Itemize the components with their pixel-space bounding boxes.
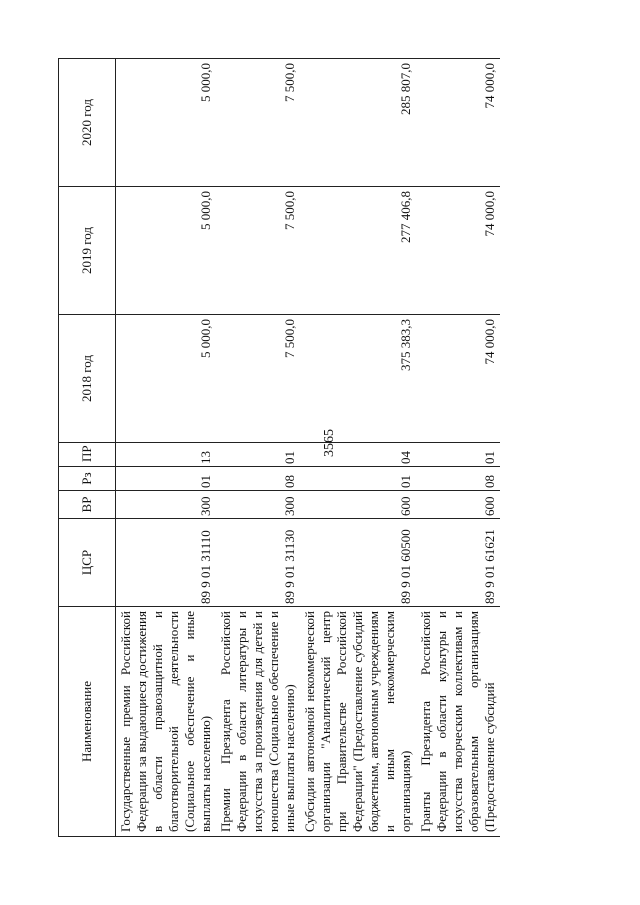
row-rz: 08 xyxy=(416,467,500,491)
row-2019: 74 000,0 xyxy=(416,187,500,315)
row-rz: 08 xyxy=(216,467,300,491)
row-2019: 5 000,0 xyxy=(116,187,217,315)
row-vr: 300 xyxy=(116,491,217,519)
row-vr: 300 xyxy=(216,491,300,519)
row-csr: 89 9 01 60500 xyxy=(300,519,416,607)
row-vr: 600 xyxy=(300,491,416,519)
row-csr: 89 9 01 31130 xyxy=(216,519,300,607)
row-pr: 04 xyxy=(300,443,416,467)
row-2020: 74 000,0 xyxy=(416,59,500,187)
header-vr: ВР xyxy=(59,491,116,519)
row-2019: 7 500,0 xyxy=(216,187,300,315)
row-vr: 600 xyxy=(416,491,500,519)
row-name: Премии Президента Российской Федерации в области литературы и искусства за произведения для детей и юношества (Социальное обеспечение и иные выплаты населению) xyxy=(216,607,300,837)
table-row xyxy=(216,59,300,837)
row-2018: 7 500,0 xyxy=(216,315,300,443)
row-name: Государственные премии Российской Федерации за выдающиеся достижения в области правозащитной и благотворительной деятельности (Социальное обеспечение и иные выплаты населению) xyxy=(116,607,217,837)
row-name: Субсидии автономной некоммерческой организации "Аналитический центр при Правительстве Российской Федерации" (Предоставление субсидий бюджетным, автономным учреждениям и иным некоммерческим организациям) xyxy=(300,607,416,837)
header-2018: 2018 год xyxy=(59,315,116,443)
row-2020: 7 500,0 xyxy=(216,59,300,187)
page-number: 3565 xyxy=(322,429,337,457)
row-2018: 74 000,0 xyxy=(416,315,500,443)
table-row xyxy=(300,59,416,837)
header-2020: 2020 год xyxy=(59,59,116,187)
row-2020: 5 000,0 xyxy=(116,59,217,187)
header-csr: ЦСР xyxy=(59,519,116,607)
row-rz: 01 xyxy=(116,467,217,491)
row-name: Гранты Президента Российской Федерации в области культуры и искусства творческим коллективам и образовательным организациям (Предоставление субсидий xyxy=(416,607,500,837)
row-rz: 01 xyxy=(300,467,416,491)
budget-table-sheet xyxy=(58,59,588,837)
header-name: Наименование xyxy=(59,607,116,837)
row-2020: 285 807,0 xyxy=(300,59,416,187)
table-header-row xyxy=(59,59,116,837)
row-csr: 89 9 01 61621 xyxy=(416,519,500,607)
budget-table xyxy=(58,58,500,837)
row-pr: 01 xyxy=(216,443,300,467)
row-pr: 13 xyxy=(116,443,217,467)
table-row xyxy=(416,59,500,837)
header-2019: 2019 год xyxy=(59,187,116,315)
header-rz: Рз xyxy=(59,467,116,491)
row-2018: 375 383,3 xyxy=(300,315,416,443)
header-pr: ПР xyxy=(59,443,116,467)
row-pr: 01 xyxy=(416,443,500,467)
row-2019: 277 406,8 xyxy=(300,187,416,315)
row-2018: 5 000,0 xyxy=(116,315,217,443)
table-row xyxy=(116,59,217,837)
row-csr: 89 9 01 31110 xyxy=(116,519,217,607)
